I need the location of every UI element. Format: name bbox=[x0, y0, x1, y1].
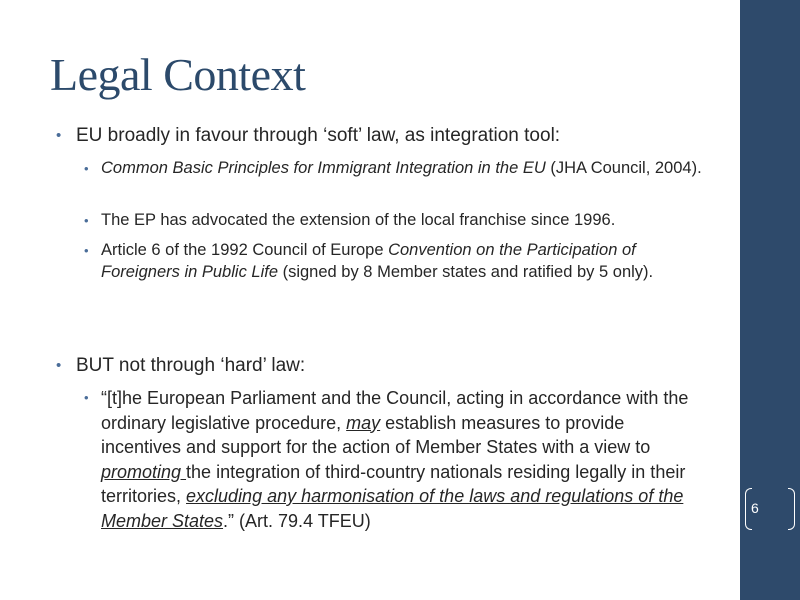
bullet-dot: • bbox=[56, 127, 62, 144]
sub-bullet-ep-franchise bbox=[84, 210, 704, 232]
slide-title: Legal Context bbox=[50, 49, 306, 100]
bullet-dot: • bbox=[84, 213, 89, 228]
page-number: 6 bbox=[751, 500, 759, 516]
bullet-dot: • bbox=[84, 390, 89, 405]
bullet-dot: • bbox=[56, 357, 62, 374]
bullet-text: EU broadly in favour through ‘soft’ law, as integration tool: bbox=[76, 125, 561, 146]
bullet-soft-law bbox=[56, 123, 716, 149]
bullet-dot: • bbox=[84, 161, 89, 176]
sub-bullet-text: Common Basic Principles for Immigrant Integration in the EU (JHA Council, 2004). bbox=[101, 159, 702, 177]
bullet-text: BUT not through ‘hard’ law: bbox=[76, 355, 306, 376]
page-number-box bbox=[745, 488, 795, 528]
sub-bullet-article-6 bbox=[84, 240, 704, 283]
sub-bullet-common-principles bbox=[84, 158, 704, 180]
sub-bullet-text: The EP has advocated the extension of the local franchise since 1996. bbox=[101, 211, 616, 229]
sub-bullet-text: Article 6 of the 1992 Council of Europe Convention on the Participation of Foreigners in Public Life (signed by 8 Member states and ratified by 5 only). bbox=[101, 241, 654, 281]
bracket-right bbox=[788, 488, 795, 530]
quote-text: “[t]he European Parliament and the Council, acting in accordance with the ordinary legislative procedure, may establish measures to provide incentives and support for the action of Member States with a view to promoting the integration of third-country nationals residing legally in their territories, excluding any harmonisation of the laws and regulations of the Member States.” (Art. 79.4 TFEU) bbox=[101, 388, 689, 531]
bullet-dot: • bbox=[84, 243, 89, 258]
sub-bullet-tfeu-quote bbox=[84, 386, 704, 533]
bullet-hard-law bbox=[56, 353, 716, 379]
